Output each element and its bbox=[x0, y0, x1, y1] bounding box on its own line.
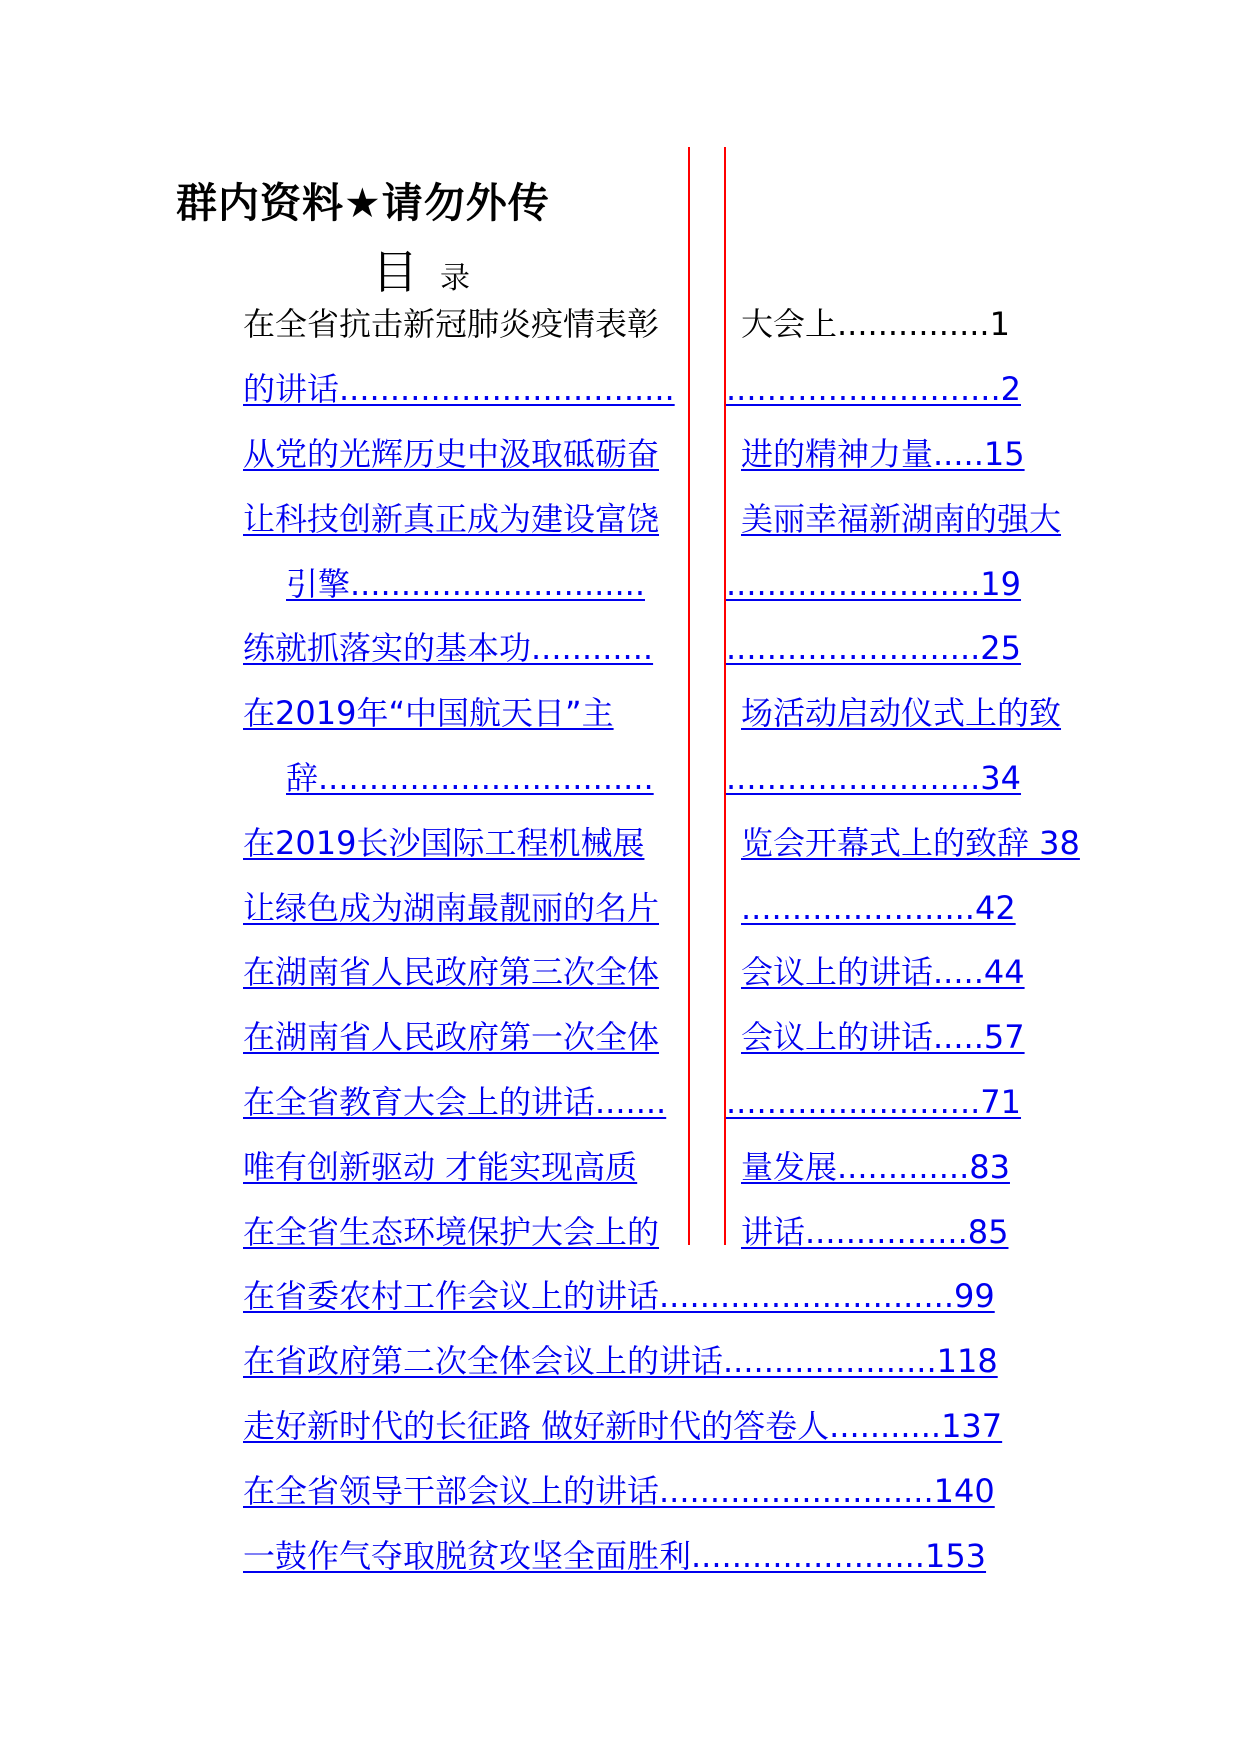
toc-link-full[interactable]: 在全省领导干部会议上的讲话...........................140 bbox=[243, 1472, 995, 1510]
toc-link-left[interactable]: 唯有创新驱动 才能实现高质 bbox=[243, 1148, 638, 1186]
toc-link-right[interactable]: .........................25 bbox=[726, 629, 1022, 667]
confidential-header: 群内资料★请勿外传 bbox=[176, 179, 550, 227]
toc-link-right[interactable]: 会议上的讲话.....44 bbox=[741, 953, 1025, 991]
toc-link-right[interactable]: .........................71 bbox=[726, 1083, 1022, 1121]
toc-link-full[interactable]: 一鼓作气夺取脱贫攻坚全面胜利.......................153 bbox=[243, 1537, 987, 1575]
toc-link-left[interactable]: 在2019年“中国航天日”主 bbox=[243, 694, 614, 732]
red-divider-right bbox=[724, 147, 726, 1245]
toc-link-right[interactable]: 进的精神力量.....15 bbox=[741, 435, 1025, 473]
toc-link-right[interactable]: .........................19 bbox=[726, 565, 1022, 603]
toc-link-right[interactable]: 美丽幸福新湖南的强大 bbox=[741, 500, 1062, 538]
toc-link-right[interactable]: 览会开幕式上的致辞 38 bbox=[741, 824, 1080, 862]
toc-link-right[interactable]: ...........................2 bbox=[726, 370, 1021, 408]
toc-link-left[interactable]: 在湖南省人民政府第一次全体 bbox=[243, 1018, 660, 1056]
toc-link-left[interactable]: 在全省教育大会上的讲话....... bbox=[243, 1083, 667, 1121]
toc-link-left[interactable]: 的讲话................................. bbox=[243, 370, 675, 408]
toc-link-right[interactable]: 场活动启动仪式上的致 bbox=[741, 694, 1062, 732]
toc-link-left[interactable]: 从党的光辉历史中汲取砥砺奋 bbox=[243, 435, 660, 473]
toc-title-char-2: 录 bbox=[440, 261, 470, 296]
toc-link-right[interactable]: 会议上的讲话.....57 bbox=[741, 1018, 1025, 1056]
toc-link-left[interactable]: 练就抓落实的基本功............ bbox=[243, 629, 654, 667]
red-divider-left bbox=[688, 147, 690, 1245]
toc-entry-right: 大会上...............1 bbox=[741, 305, 1010, 343]
toc-title-char-1: 目 bbox=[372, 245, 418, 299]
toc-link-right[interactable]: 讲话................85 bbox=[741, 1213, 1009, 1251]
toc-title bbox=[372, 236, 470, 302]
toc-link-left[interactable]: 让科技创新真正成为建设富饶 bbox=[243, 500, 660, 538]
toc-link-left[interactable]: 辞................................. bbox=[286, 759, 654, 797]
toc-entry-left: 在全省抗击新冠肺炎疫情表彰 bbox=[243, 305, 660, 343]
toc-link-full[interactable]: 在省委农村工作会议上的讲话.............................99 bbox=[243, 1277, 995, 1315]
toc-link-left[interactable]: 在湖南省人民政府第三次全体 bbox=[243, 953, 660, 991]
toc-link-right[interactable]: .......................42 bbox=[741, 889, 1016, 927]
toc-link-left[interactable]: 引擎............................. bbox=[286, 565, 645, 603]
toc-link-right[interactable]: .........................34 bbox=[726, 759, 1022, 797]
toc-link-left[interactable]: 让绿色成为湖南最靓丽的名片 bbox=[243, 889, 660, 927]
toc-link-right[interactable]: 量发展.............83 bbox=[741, 1148, 1010, 1186]
toc-link-left[interactable]: 在全省生态环境保护大会上的 bbox=[243, 1213, 660, 1251]
toc-link-left[interactable]: 在2019长沙国际工程机械展 bbox=[243, 824, 645, 862]
toc-link-full[interactable]: 在省政府第二次全体会议上的讲话.....................118 bbox=[243, 1342, 998, 1380]
toc-link-full[interactable]: 走好新时代的长征路 做好新时代的答卷人...........137 bbox=[243, 1407, 1003, 1445]
